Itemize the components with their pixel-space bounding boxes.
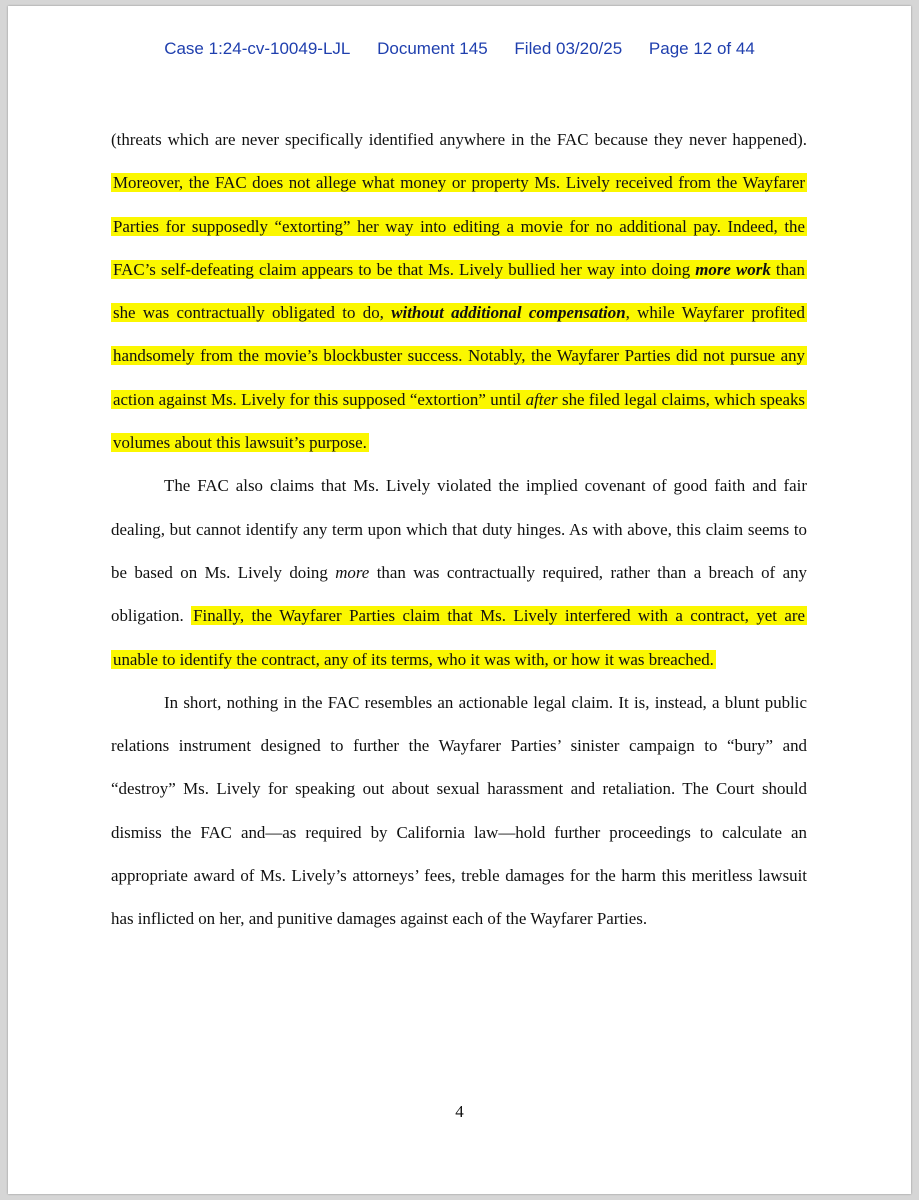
highlighted-text: , while Wayfarer profited handsomely from the movie’s blockbuster success. Notably, the Wayfarer Parties did not pursue any action against Ms. Lively for this supposed “extortion” until [113,303,805,409]
paragraph-2 [111,464,807,680]
filed-date: Filed 03/20/25 [514,39,623,58]
highlighted-text: Moreover, the FAC does not allege what money or property Ms. Lively received from the Wayfarer Parties for supposedly “extorting” her way into editing a movie for no additional pay. Indeed, the FAC’s self-defeating claim appears to be that Ms. Lively bullied her way into doing [113,173,805,279]
case-number: Case 1:24-cv-10049-LJL [164,39,351,58]
case-header [8,39,911,59]
emphasis-without-compensation: without additional compensation [391,303,626,323]
paragraph-2-text: than was contractually required, rather than a breach of any obligation. [111,562,807,626]
paragraph-3: In short, nothing in the FAC resembles an actionable legal claim. It is, instead, a blunt public relations instrument designed to further the Wayfarer Parties’ sinister campaign to “bury” and “destroy” Ms. Lively for speaking out about sexual harassment and retaliation. The Court should dismiss the FAC and—as required by California law—hold further proceedings to calculate an appropriate award of Ms. Lively’s attorneys’ fees, treble damages for the harm this meritless lawsuit has inflicted on her, and punitive damages against each of the Wayfarer Parties. [111,692,807,929]
emphasis-more: more [335,562,370,582]
highlighted-text: than she was contractually obligated to do, [113,259,805,323]
page-number: 4 [455,1102,464,1121]
paragraph-1-text: (threats which are never specifically identified anywhere in the FAC because they never happened). [111,130,807,149]
highlight [111,173,807,452]
paragraph-1 [111,118,807,464]
highlight [111,606,807,668]
document-body [111,118,807,941]
highlighted-text: she filed legal claims, which speaks volumes about this lawsuit’s purpose. [113,389,805,453]
page-indicator: Page 12 of 44 [648,39,755,58]
highlighted-text: Finally, the Wayfarer Parties claim that Ms. Lively interfered with a contract, yet are unable to identify the contract, any of its terms, who it was with, or how it was breached. [113,606,805,669]
paragraph-2-text: The FAC also claims that Ms. Lively violated the implied covenant of good faith and fair dealing, but cannot identify any term upon which that duty hinges. As with above, this claim seems to be based on Ms. Lively doing [111,476,807,582]
emphasis-after: after [525,389,558,409]
document-number: Document 145 [377,39,488,58]
document-page [8,6,911,1194]
emphasis-more-work: more work [695,259,771,279]
